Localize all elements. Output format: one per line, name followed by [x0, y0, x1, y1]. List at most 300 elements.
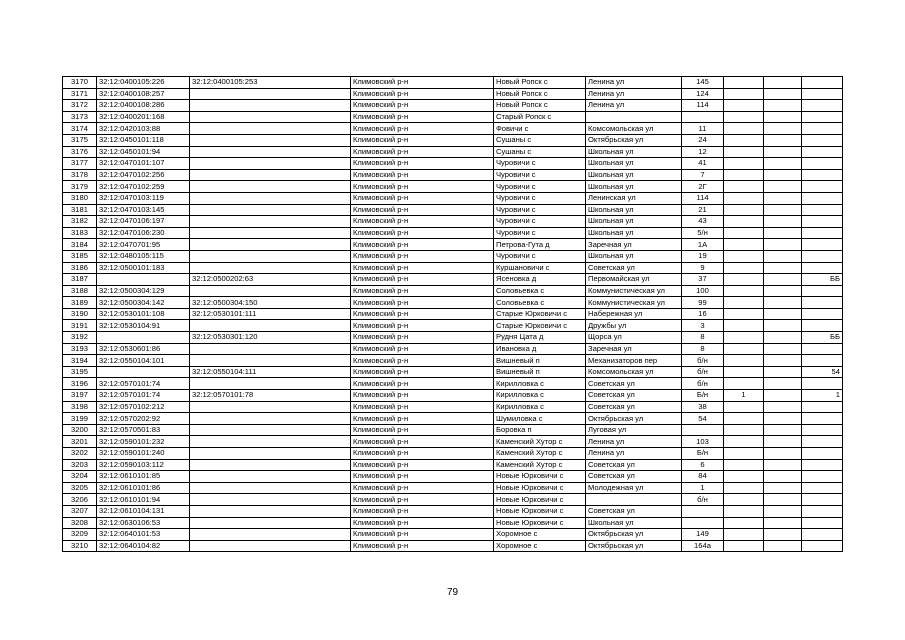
- cell-n2: [764, 169, 802, 181]
- cell-num: 3202: [63, 448, 97, 460]
- cell-n1: [724, 285, 764, 297]
- cell-n2: [764, 297, 802, 309]
- cell-district: Климовский р-н: [351, 239, 494, 251]
- cell-street: Советская ул: [586, 471, 682, 483]
- cell-n2: [764, 424, 802, 436]
- cell-cad2: [190, 413, 351, 425]
- cell-cad2: [190, 494, 351, 506]
- cell-house: 54: [682, 413, 724, 425]
- cell-n1: [724, 436, 764, 448]
- cell-district: Климовский р-н: [351, 262, 494, 274]
- cell-house: 99: [682, 297, 724, 309]
- cell-n3: [802, 343, 843, 355]
- cell-n3: [802, 158, 843, 170]
- cell-n3: [802, 111, 843, 123]
- cell-n1: [724, 111, 764, 123]
- cell-locality: Чуровичи с: [494, 192, 586, 204]
- cell-num: 3199: [63, 413, 97, 425]
- cell-n3: [802, 401, 843, 413]
- page-number: 79: [446, 587, 459, 598]
- cell-num: 3176: [63, 146, 97, 158]
- cell-locality: Чуровичи с: [494, 204, 586, 216]
- cell-street: Ленина ул: [586, 436, 682, 448]
- cell-locality: Каменский Хутор с: [494, 459, 586, 471]
- table-row: [63, 123, 843, 135]
- cell-cad: 32:12:0610104:131: [97, 505, 190, 517]
- cell-cad: [97, 274, 190, 286]
- cell-n1: [724, 378, 764, 390]
- cell-num: 3207: [63, 505, 97, 517]
- cell-n3: ББ: [802, 274, 843, 286]
- cell-n3: [802, 192, 843, 204]
- cell-num: 3201: [63, 436, 97, 448]
- cell-cad2: [190, 181, 351, 193]
- cell-cad2: [190, 88, 351, 100]
- cell-num: 3179: [63, 181, 97, 193]
- cell-n1: [724, 529, 764, 541]
- cell-house: Б/н: [682, 390, 724, 402]
- table-body: [63, 77, 843, 552]
- cell-cad2: 32:12:0530101:111: [190, 308, 351, 320]
- cell-num: 3173: [63, 111, 97, 123]
- cell-locality: Старый Ропск с: [494, 111, 586, 123]
- cell-cad2: 32:12:0530301:120: [190, 332, 351, 344]
- cell-n1: [724, 355, 764, 367]
- cell-house: 11: [682, 123, 724, 135]
- cell-n3: [802, 204, 843, 216]
- cell-cad: 32:12:0610101:85: [97, 471, 190, 483]
- cell-street: Луговая ул: [586, 424, 682, 436]
- cell-house: б/н: [682, 494, 724, 506]
- cell-cad2: [190, 227, 351, 239]
- table-row: [63, 424, 843, 436]
- cell-district: Климовский р-н: [351, 134, 494, 146]
- cell-locality: Ясеновка д: [494, 274, 586, 286]
- cell-n3: [802, 436, 843, 448]
- cell-n1: [724, 274, 764, 286]
- table-row: [63, 366, 843, 378]
- cell-n3: [802, 250, 843, 262]
- cell-house: 103: [682, 436, 724, 448]
- cell-n1: [724, 169, 764, 181]
- cell-num: 3186: [63, 262, 97, 274]
- table-row: [63, 343, 843, 355]
- cell-locality: Старые Юрковичи с: [494, 320, 586, 332]
- cell-district: Климовский р-н: [351, 204, 494, 216]
- cell-cad2: [190, 158, 351, 170]
- cell-locality: Хоромное с: [494, 540, 586, 552]
- cell-n1: [724, 540, 764, 552]
- cell-locality: Куршановичи с: [494, 262, 586, 274]
- cell-house: 24: [682, 134, 724, 146]
- cell-cad2: [190, 192, 351, 204]
- cell-n3: [802, 123, 843, 135]
- cell-house: 84: [682, 471, 724, 483]
- cell-locality: Новые Юрковичи с: [494, 471, 586, 483]
- cell-locality: Вишневый п: [494, 355, 586, 367]
- cell-house: 3: [682, 320, 724, 332]
- cell-cad2: 32:12:0500304:150: [190, 297, 351, 309]
- cell-locality: Каменский Хутор с: [494, 436, 586, 448]
- cell-cad: 32:12:0590103:112: [97, 459, 190, 471]
- cell-n3: [802, 134, 843, 146]
- table-row: [63, 320, 843, 332]
- cell-street: Октябрьская ул: [586, 529, 682, 541]
- cell-cad: 32:12:0530101:108: [97, 308, 190, 320]
- cell-street: Коммунистическая ул: [586, 297, 682, 309]
- cell-n3: [802, 471, 843, 483]
- cell-num: 3206: [63, 494, 97, 506]
- cell-street: Ленинская ул: [586, 192, 682, 204]
- cell-street: Комсомольская ул: [586, 123, 682, 135]
- cell-n3: [802, 448, 843, 460]
- cell-n2: [764, 77, 802, 89]
- cell-cad2: [190, 448, 351, 460]
- cell-n2: [764, 343, 802, 355]
- cell-cad: 32:12:0470103:145: [97, 204, 190, 216]
- cell-n3: [802, 413, 843, 425]
- cell-n3: [802, 262, 843, 274]
- cell-cad2: [190, 100, 351, 112]
- cell-street: Первомайская ул: [586, 274, 682, 286]
- cell-street: Советская ул: [586, 378, 682, 390]
- cell-n1: [724, 123, 764, 135]
- cell-cad: 32:12:0530104:91: [97, 320, 190, 332]
- cell-n1: [724, 192, 764, 204]
- cell-street: Школьная ул: [586, 227, 682, 239]
- cell-n1: [724, 100, 764, 112]
- cell-street: Школьная ул: [586, 204, 682, 216]
- cell-district: Климовский р-н: [351, 471, 494, 483]
- table-row: [63, 169, 843, 181]
- table-row: [63, 413, 843, 425]
- cell-n2: [764, 262, 802, 274]
- cell-house: 1: [682, 482, 724, 494]
- table-row: [63, 239, 843, 251]
- table-row: [63, 459, 843, 471]
- cell-n1: [724, 459, 764, 471]
- cell-n2: [764, 355, 802, 367]
- cell-n2: [764, 204, 802, 216]
- cell-street: Октябрьская ул: [586, 134, 682, 146]
- cell-cad2: [190, 262, 351, 274]
- cell-house: 8: [682, 343, 724, 355]
- cell-n3: [802, 181, 843, 193]
- cell-num: 3194: [63, 355, 97, 367]
- cell-street: Школьная ул: [586, 250, 682, 262]
- table-row: [63, 401, 843, 413]
- cell-n3: [802, 169, 843, 181]
- cell-cad: 32:12:0480105:115: [97, 250, 190, 262]
- cell-district: Климовский р-н: [351, 482, 494, 494]
- cell-district: Климовский р-н: [351, 505, 494, 517]
- cell-district: Климовский р-н: [351, 401, 494, 413]
- cell-cad: 32:12:0400105:226: [97, 77, 190, 89]
- cell-house: 38: [682, 401, 724, 413]
- cell-street: Школьная ул: [586, 216, 682, 228]
- table-row: [63, 274, 843, 286]
- cell-district: Климовский р-н: [351, 88, 494, 100]
- cell-street: Школьная ул: [586, 146, 682, 158]
- cell-cad: 32:12:0570202:92: [97, 413, 190, 425]
- cell-locality: Хоромное с: [494, 529, 586, 541]
- cell-district: Климовский р-н: [351, 216, 494, 228]
- table-row: [63, 216, 843, 228]
- cell-house: 37: [682, 274, 724, 286]
- cell-house: 1А: [682, 239, 724, 251]
- cell-num: 3170: [63, 77, 97, 89]
- cell-district: Климовский р-н: [351, 158, 494, 170]
- cell-n3: 54: [802, 366, 843, 378]
- cell-district: Климовский р-н: [351, 146, 494, 158]
- cell-district: Климовский р-н: [351, 320, 494, 332]
- cell-n1: 1: [724, 390, 764, 402]
- cell-cad2: [190, 505, 351, 517]
- cell-street: Советская ул: [586, 505, 682, 517]
- cell-n2: [764, 482, 802, 494]
- cell-locality: Новый Ропск с: [494, 77, 586, 89]
- cell-n1: [724, 505, 764, 517]
- cell-street: Школьная ул: [586, 158, 682, 170]
- cell-street: Школьная ул: [586, 169, 682, 181]
- cell-street: Октябрьская ул: [586, 540, 682, 552]
- cell-locality: Чуровичи с: [494, 158, 586, 170]
- cell-district: Климовский р-н: [351, 378, 494, 390]
- cell-cad2: [190, 471, 351, 483]
- cell-locality: Ивановка д: [494, 343, 586, 355]
- cell-num: 3181: [63, 204, 97, 216]
- cell-n1: [724, 424, 764, 436]
- cell-house: 16: [682, 308, 724, 320]
- cell-n2: [764, 227, 802, 239]
- cell-cad2: [190, 250, 351, 262]
- cell-district: Климовский р-н: [351, 123, 494, 135]
- cell-house: [682, 517, 724, 529]
- cell-n2: [764, 390, 802, 402]
- cell-n2: [764, 332, 802, 344]
- cell-n2: [764, 158, 802, 170]
- cell-n1: [724, 448, 764, 460]
- table-row: [63, 146, 843, 158]
- cell-n2: [764, 366, 802, 378]
- register-table: [62, 76, 843, 552]
- cell-n3: [802, 146, 843, 158]
- cell-n2: [764, 401, 802, 413]
- cell-n1: [724, 181, 764, 193]
- cell-n3: [802, 239, 843, 251]
- cell-cad2: [190, 216, 351, 228]
- cell-cad2: [190, 169, 351, 181]
- cell-locality: Соловьевка с: [494, 285, 586, 297]
- cell-n2: [764, 517, 802, 529]
- cell-cad2: [190, 436, 351, 448]
- cell-locality: Кирилловка с: [494, 401, 586, 413]
- cell-district: Климовский р-н: [351, 250, 494, 262]
- cell-cad: 32:12:0450101:94: [97, 146, 190, 158]
- cell-n3: [802, 540, 843, 552]
- cell-street: Коммунистическая ул: [586, 285, 682, 297]
- cell-n3: [802, 297, 843, 309]
- cell-locality: Чуровичи с: [494, 216, 586, 228]
- cell-house: [682, 505, 724, 517]
- cell-num: 3192: [63, 332, 97, 344]
- cell-locality: Новый Ропск с: [494, 100, 586, 112]
- cell-n1: [724, 239, 764, 251]
- cell-cad2: [190, 134, 351, 146]
- cell-n2: [764, 216, 802, 228]
- cell-cad: 32:12:0590101:232: [97, 436, 190, 448]
- table-row: [63, 494, 843, 506]
- cell-street: Советская ул: [586, 401, 682, 413]
- cell-locality: Кирилловка с: [494, 390, 586, 402]
- table-row: [63, 529, 843, 541]
- cell-locality: Вишневый п: [494, 366, 586, 378]
- cell-street: [586, 494, 682, 506]
- cell-n2: [764, 134, 802, 146]
- cell-n1: [724, 297, 764, 309]
- cell-n2: [764, 192, 802, 204]
- cell-n1: [724, 366, 764, 378]
- cell-num: 3177: [63, 158, 97, 170]
- cell-cad2: [190, 285, 351, 297]
- cell-cad: 32:12:0400108:257: [97, 88, 190, 100]
- cell-house: 114: [682, 100, 724, 112]
- cell-n1: [724, 308, 764, 320]
- cell-num: 3180: [63, 192, 97, 204]
- cell-cad2: [190, 320, 351, 332]
- cell-n1: [724, 250, 764, 262]
- cell-district: Климовский р-н: [351, 355, 494, 367]
- cell-n1: [724, 262, 764, 274]
- cell-locality: Новые Юрковичи с: [494, 517, 586, 529]
- cell-cad: [97, 366, 190, 378]
- cell-n2: [764, 123, 802, 135]
- cell-n3: [802, 424, 843, 436]
- cell-n1: [724, 332, 764, 344]
- cell-cad2: [190, 540, 351, 552]
- table-row: [63, 192, 843, 204]
- cell-locality: Чуровичи с: [494, 227, 586, 239]
- cell-cad: 32:12:0640101:53: [97, 529, 190, 541]
- cell-locality: Новые Юрковичи с: [494, 494, 586, 506]
- cell-cad2: [190, 355, 351, 367]
- cell-n1: [724, 158, 764, 170]
- cell-num: 3171: [63, 88, 97, 100]
- cell-cad2: 32:12:0500202:63: [190, 274, 351, 286]
- cell-cad2: [190, 123, 351, 135]
- cell-cad: 32:12:0610101:86: [97, 482, 190, 494]
- cell-n1: [724, 413, 764, 425]
- cell-n1: [724, 146, 764, 158]
- table-row: [63, 390, 843, 402]
- cell-num: 3198: [63, 401, 97, 413]
- cell-street: Заречная ул: [586, 343, 682, 355]
- cell-n2: [764, 88, 802, 100]
- cell-n3: [802, 227, 843, 239]
- cell-locality: Кирилловка с: [494, 378, 586, 390]
- cell-district: Климовский р-н: [351, 413, 494, 425]
- table-row: [63, 181, 843, 193]
- cell-cad2: [190, 459, 351, 471]
- cell-district: Климовский р-н: [351, 448, 494, 460]
- cell-district: Климовский р-н: [351, 285, 494, 297]
- cell-n3: [802, 320, 843, 332]
- table-row: [63, 111, 843, 123]
- cell-district: Климовский р-н: [351, 227, 494, 239]
- cell-cad: 32:12:0500101:183: [97, 262, 190, 274]
- cell-n2: [764, 308, 802, 320]
- cell-num: 3190: [63, 308, 97, 320]
- cell-num: 3175: [63, 134, 97, 146]
- cell-house: 8: [682, 332, 724, 344]
- table-row: [63, 471, 843, 483]
- table-row: [63, 227, 843, 239]
- table-row: [63, 448, 843, 460]
- cell-cad2: [190, 482, 351, 494]
- cell-cad: 32:12:0470103:119: [97, 192, 190, 204]
- cell-num: 3205: [63, 482, 97, 494]
- cell-num: 3187: [63, 274, 97, 286]
- table-row: [63, 250, 843, 262]
- table-row: [63, 505, 843, 517]
- cell-n3: [802, 285, 843, 297]
- cell-district: Климовский р-н: [351, 343, 494, 355]
- cell-street: Механизаторов пер: [586, 355, 682, 367]
- table-row: [63, 285, 843, 297]
- cell-n1: [724, 401, 764, 413]
- cell-locality: Чуровичи с: [494, 169, 586, 181]
- cell-district: Климовский р-н: [351, 169, 494, 181]
- cell-street: Щорса ул: [586, 332, 682, 344]
- cell-cad: 32:12:0400108:286: [97, 100, 190, 112]
- cell-street: Советская ул: [586, 262, 682, 274]
- cell-house: б/н: [682, 378, 724, 390]
- cell-n2: [764, 413, 802, 425]
- cell-street: Комсомольская ул: [586, 366, 682, 378]
- cell-street: Набережная ул: [586, 308, 682, 320]
- cell-n2: [764, 436, 802, 448]
- table-row: [63, 134, 843, 146]
- cell-cad2: [190, 239, 351, 251]
- cell-house: 19: [682, 250, 724, 262]
- table-row: [63, 482, 843, 494]
- cell-n2: [764, 100, 802, 112]
- cell-n1: [724, 320, 764, 332]
- cell-cad2: 32:12:0400105:253: [190, 77, 351, 89]
- table-row: [63, 100, 843, 112]
- cell-locality: Сушаны с: [494, 146, 586, 158]
- cell-num: 3200: [63, 424, 97, 436]
- cell-n1: [724, 494, 764, 506]
- cell-cad: 32:12:0570101:74: [97, 390, 190, 402]
- cell-cad2: 32:12:0570101:78: [190, 390, 351, 402]
- cell-n3: [802, 355, 843, 367]
- cell-cad: 32:12:0590101:240: [97, 448, 190, 460]
- cell-n3: [802, 529, 843, 541]
- cell-n3: [802, 216, 843, 228]
- cell-n3: [802, 459, 843, 471]
- cell-street: Советская ул: [586, 390, 682, 402]
- cell-n2: [764, 285, 802, 297]
- cell-locality: Новые Юрковичи с: [494, 482, 586, 494]
- cell-locality: Шумиловка с: [494, 413, 586, 425]
- cell-street: Школьная ул: [586, 517, 682, 529]
- cell-street: Октябрьская ул: [586, 413, 682, 425]
- cell-house: 43: [682, 216, 724, 228]
- cell-house: б/н: [682, 366, 724, 378]
- cell-cad2: [190, 146, 351, 158]
- cell-house: 9: [682, 262, 724, 274]
